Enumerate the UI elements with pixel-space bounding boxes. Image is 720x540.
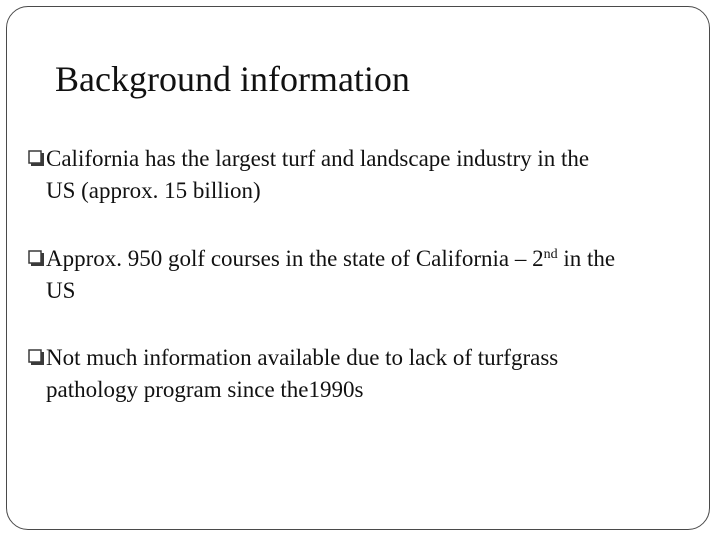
bullet-text-post: in the xyxy=(557,246,616,271)
bullet-text-line: Not much information available due to lack of turfgrass xyxy=(46,345,559,370)
bullet-text-line: pathology program since the1990s xyxy=(46,377,364,402)
bullet-item-golf-courses xyxy=(28,243,688,307)
bullet-item-turf-industry xyxy=(28,143,688,207)
bullet-text-line: California has the largest turf and landscape industry in the xyxy=(46,146,590,171)
checkbox-bullet-icon xyxy=(28,349,45,366)
ordinal-suffix: nd xyxy=(543,247,558,262)
checkbox-bullet-icon xyxy=(28,150,45,167)
checkbox-bullet-icon xyxy=(28,250,45,267)
bullet-text-line: US xyxy=(46,278,76,303)
bullet-text-pre: Approx. 950 golf courses in the state of California – 2 xyxy=(46,246,544,271)
slide-title: Background information xyxy=(55,59,410,99)
bullet-text-line: US (approx. 15 billion) xyxy=(46,178,261,203)
bullet-item-pathology-program xyxy=(28,342,688,406)
bullet-text-line xyxy=(28,243,688,275)
